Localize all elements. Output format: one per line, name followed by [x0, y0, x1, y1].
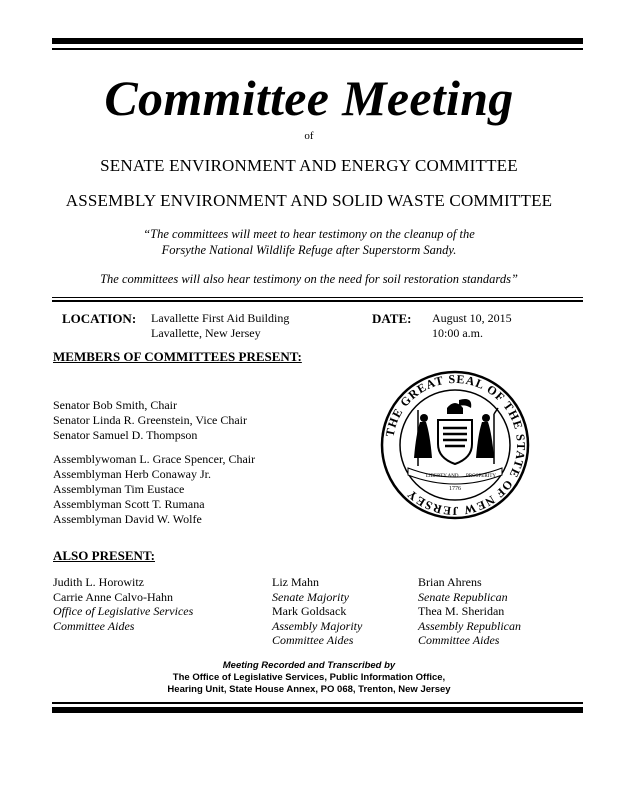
state-seal-icon — [380, 370, 530, 520]
description-line-1: “The committees will meet to hear testimony on the cleanup of the — [143, 227, 475, 241]
staff-role: Senate Republican — [418, 589, 508, 604]
list-item: Assemblyman Herb Conaway Jr. — [53, 467, 211, 481]
staff-role: Senate Majority — [272, 589, 349, 604]
footer-line-3: Hearing Unit, State House Annex, PO 068, Trenton, New Jersey — [167, 684, 451, 695]
of-label: of — [304, 130, 314, 142]
date-label: DATE: — [372, 311, 412, 326]
senate-committee-name: SENATE ENVIRONMENT AND ENERGY COMMITTEE — [100, 156, 518, 175]
mid-rule-thick — [52, 300, 583, 302]
senator-list — [53, 398, 247, 443]
also-present-col-1 — [53, 575, 193, 633]
document-title: Committee Meeting — [104, 70, 514, 126]
also-present-col-2 — [272, 575, 362, 648]
staff-name: Liz Mahn — [272, 575, 319, 589]
seal-ring-text: THE GREAT SEAL OF THE STATE OF NEW JERSEY — [382, 371, 529, 519]
assembly-member-list — [53, 452, 255, 527]
also-present-heading: ALSO PRESENT: — [53, 548, 155, 563]
list-item: Assemblywoman L. Grace Spencer, Chair — [53, 452, 256, 466]
location-line-1: Lavallette First Aid Building — [151, 311, 290, 325]
description-line-2: Forsythe National Wildlife Refuge after Superstorm Sandy. — [161, 243, 457, 257]
list-item: Senator Bob Smith, Chair — [53, 398, 177, 412]
top-rule-thick — [52, 38, 583, 44]
seal-banner-left: LIBERTY AND — [426, 474, 459, 479]
staff-name: Judith L. Horowitz — [53, 575, 144, 589]
mid-rule-thin — [52, 297, 583, 298]
date-line-1: August 10, 2015 — [432, 311, 512, 325]
staff-role: Committee Aides — [418, 633, 500, 648]
seal-year: 1776 — [449, 486, 461, 492]
list-item: Assemblyman David W. Wolfe — [53, 512, 202, 526]
staff-name: Mark Goldsack — [272, 604, 347, 619]
list-item: Senator Linda R. Greenstein, Vice Chair — [53, 413, 248, 427]
list-item: Senator Samuel D. Thompson — [53, 428, 198, 442]
footer-line-2: The Office of Legislative Services, Public Information Office, — [172, 672, 446, 683]
date-line-2: 10:00 a.m. — [432, 326, 483, 340]
description-line-3: The committees will also hear testimony on the need for soil restoration standards” — [100, 272, 518, 286]
staff-name: Brian Ahrens — [418, 575, 482, 589]
staff-role: Office of Legislative Services — [53, 604, 194, 619]
list-item: Assemblyman Scott T. Rumana — [53, 497, 205, 511]
top-rule-thin — [52, 48, 583, 50]
staff-role: Committee Aides — [272, 633, 354, 648]
transcription-footer — [0, 660, 618, 696]
also-present-col-3 — [418, 575, 521, 648]
staff-role: Assembly Republican — [418, 618, 521, 633]
staff-role: Assembly Majority — [272, 618, 363, 633]
location-line-2: Lavallette, New Jersey — [151, 326, 261, 340]
bottom-rule-thick — [52, 707, 583, 713]
staff-role: Committee Aides — [53, 618, 135, 633]
assembly-committee-name: ASSEMBLY ENVIRONMENT AND SOLID WASTE COMMITTEE — [65, 191, 553, 210]
seal-banner-right: PROSPERITY — [466, 474, 497, 479]
list-item: Assemblyman Tim Eustace — [53, 482, 185, 496]
members-heading: MEMBERS OF COMMITTEES PRESENT: — [53, 349, 302, 364]
staff-name: Thea M. Sheridan — [418, 604, 505, 619]
location-label: LOCATION: — [62, 311, 137, 326]
bottom-rule-thin — [52, 702, 583, 704]
footer-line-1: Meeting Recorded and Transcribed by — [222, 660, 396, 671]
staff-name: Carrie Anne Calvo-Hahn — [53, 589, 173, 604]
